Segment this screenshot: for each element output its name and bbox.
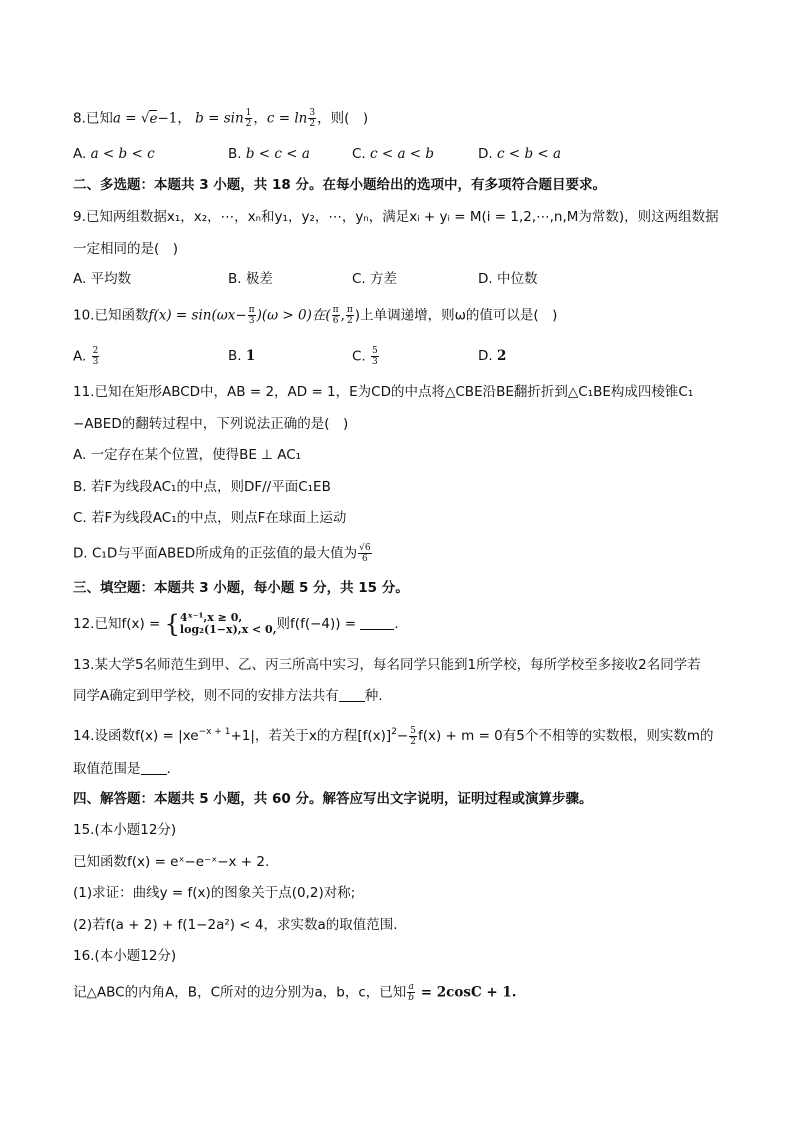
numerator: 2 [92,346,99,356]
option-text: 中位数 [496,271,538,287]
option-text: c < a < b [370,146,435,162]
option-label: A. [73,146,91,162]
option-label: D. [478,271,497,287]
math-expr: −1， [157,110,191,127]
question-text: +1|，若关于x的方程[f(x)] [230,728,392,744]
math-expr: − [396,728,409,744]
question-text: 14.设函数f(x) = |xe [73,728,199,744]
option-text: 平均数 [90,271,132,287]
question-14 [73,722,714,747]
option-label: C. [352,348,371,365]
denominator: 6 [332,316,339,326]
question-11-cont: −ABED的翻转过程中，下列说法正确的是( ) [73,416,349,432]
numerator: π [332,305,339,315]
option-label: C. [352,271,371,287]
option-b [228,269,273,289]
option-text: 方差 [370,271,398,287]
question-13-cont [73,686,383,706]
option-text: 极差 [245,271,273,287]
numerator: 5 [410,725,416,736]
question-15-part-2: (2)若f(a + 2) + f(1−2a²) < 4，求实数a的取值范围. [73,917,398,933]
question-text: 12.已知f(x) = [73,616,165,632]
denominator: 2 [410,736,416,747]
question-15-part-1: (1)求证：曲线y = f(x)的图象关于点(0,2)对称; [73,885,356,901]
option-text: 2 [496,348,507,364]
answer-blank[interactable] [141,761,167,775]
question-text: )上单调递增，则ω的值可以是( ) [354,307,558,324]
question-15-head: 15.(本小题12分) [73,822,177,838]
superscript: 2 [391,727,397,737]
math-expr: a = [112,110,141,127]
question-14-cont [73,759,171,779]
piecewise-cases [180,612,277,636]
answer-blank[interactable] [360,616,394,630]
fraction [248,305,256,326]
superscript: −x + 1 [198,727,231,737]
option-d [478,144,561,164]
option-label: B. [228,146,246,162]
option-text: c < b < a [496,146,562,162]
math-expr: = 2cosC + 1. [416,984,517,1001]
fraction [245,108,253,129]
denominator: 3 [248,316,255,326]
question-text: f(x) + m = 0有5个不相等的实数根，则实数m的 [417,728,714,744]
math-expr: )(ω > 0)在( [256,307,331,324]
question-text: 10.已知函数 [73,307,149,324]
question-text: 同学A确定到甲学校，则不同的安排方法共有 [73,688,339,704]
option-label: D. [478,146,497,162]
section-heading: 二、多选题：本题共 3 小题，共 18 分。在每小题给出的选项中，有多项符合题目要求。 [73,177,606,193]
punct: ， [253,110,267,127]
option-label: A. [73,348,91,365]
question-text: ，则( ) [317,110,369,127]
fraction [409,726,417,747]
option-a [73,269,131,289]
option-c [352,144,434,164]
option-c [352,346,380,367]
brace: { [164,610,180,638]
question-text: 已知 [85,110,113,127]
option-b [228,144,310,164]
punct: . [166,761,171,777]
question-9: 9.已知两组数据x₁，x₂，⋯，xₙ和y₁，y₂，⋯，yₙ，满足xᵢ + yᵢ = M(i = 1,2,⋯,n,M为常数)，则这两组数据 [73,209,719,225]
option-c: C. 若F为线段AC₁的中点，则点F在球面上运动 [73,510,347,526]
option-a: A. 一定存在某个位置，使得BE ⊥ AC₁ [73,447,302,463]
question-11: 11.已知在矩形ABCD中，AB = 2，AD = 1，E为CD的中点将△CBE沿BE翻折折到△C₁BE构成四棱锥C₁ [73,384,694,400]
option-label: A. [73,271,91,287]
option-b: B. 若F为线段AC₁的中点，则DF//平面C₁EB [73,479,331,495]
question-13: 13.某大学5名师范生到甲、乙、丙三所高中实习，每名同学只能到1所学校，每所学校至多接收2名同学若 [73,657,701,673]
question-16-head: 16.(本小题12分) [73,948,177,964]
denominator: 2 [309,119,316,129]
answer-blank[interactable] [339,688,365,702]
question-16 [73,982,517,1003]
section-heading: 四、解答题：本题共 5 小题，共 60 分。解答应写出文字说明，证明过程或演算步骤。 [73,791,593,807]
option-c [352,269,397,289]
numerator: 1 [245,108,252,118]
question-text: 记△ABC的内角A，B，C所对的边分别为a，b，c，已知 [73,984,407,1001]
option-b [228,346,255,366]
option-label: B. [228,348,246,364]
option-a [73,346,100,367]
option-d [478,346,506,366]
option-text: a < b < c [90,146,155,162]
fraction [407,982,415,1003]
punct: . [394,616,399,632]
numerator: π [346,305,353,315]
denominator: 6 [362,554,368,564]
fraction [308,108,316,129]
math-expr: c = ln [266,110,308,127]
denominator: 3 [92,357,99,367]
case-1: 4ˣ⁻¹,x ≥ 0, [179,611,243,624]
numerator: √6 [359,543,371,553]
question-15: 已知函数f(x) = eˣ−e⁻ˣ−x + 2. [73,854,270,870]
numerator: a [408,982,414,992]
question-text: 种. [364,688,383,704]
option-label: C. [352,146,371,162]
fraction [346,305,354,326]
fraction [371,346,379,367]
question-10 [73,305,557,326]
numerator: 3 [309,108,316,118]
math-expr: b = sin [195,110,244,127]
question-number: 8. [73,110,86,127]
question-9-cont: 一定相同的是( ) [73,241,179,257]
question-text: 取值范围是 [73,761,141,777]
math-expr: f(x) = sin(ωx− [148,307,247,324]
option-a [73,144,155,164]
option-d [478,269,537,289]
option-d [73,543,373,564]
case-2: log₂(1−x),x < 0, [179,623,277,636]
option-label: D. [478,348,497,364]
math-expr: e [149,110,158,127]
denominator: 2 [346,316,353,326]
question-12 [73,612,399,636]
option-text: b < c < a [245,146,310,162]
fraction [92,346,100,367]
sqrt-sign: √ [140,110,150,127]
denominator: b [408,993,415,1003]
section-heading: 三、填空题：本题共 3 小题，每小题 5 分，共 15 分。 [73,580,409,596]
option-label: B. [228,271,246,287]
fraction [332,305,340,326]
option-text: 1 [245,348,256,364]
punct: , [340,307,345,324]
question-8 [73,108,368,129]
denominator: 2 [245,119,252,129]
numerator: π [248,305,255,315]
denominator: 3 [372,357,378,367]
question-text: 则f(f(−4)) = [276,616,361,632]
option-text: D. C₁D与平面ABED所成角的正弦值的最大值为 [73,545,358,562]
fraction [358,543,371,564]
numerator: 5 [372,346,378,356]
